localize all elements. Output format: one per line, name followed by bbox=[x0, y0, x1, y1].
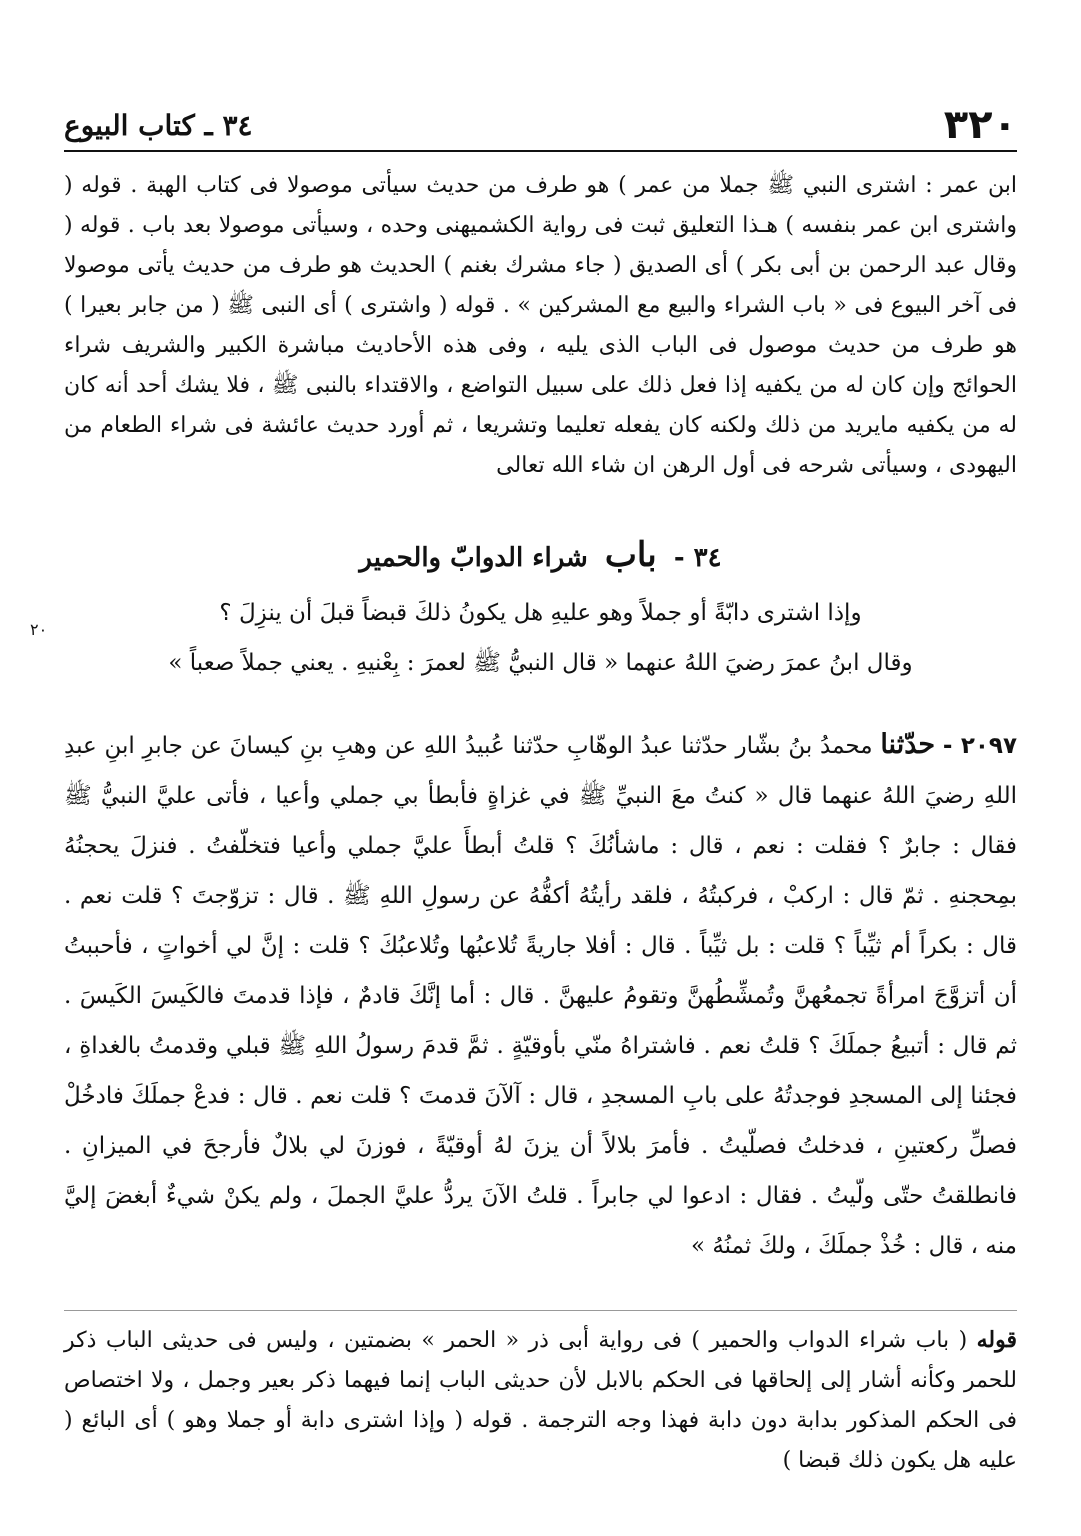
page-number: ٣٢٠ bbox=[943, 102, 1017, 148]
commentary-bottom-qawluh: قوله bbox=[976, 1327, 1018, 1353]
commentary-top-text: ابن عمر : اشترى النبي ﷺ جملا من عمر ) هو طرف من حديث سيأتى موصولا فى كتاب الهبة . قوله ( واشترى ابن عمر بنفسه ) هـذا التعليق ثبت فى رواية الكشميهنى وحده ، وسيأتى موصولا بعد باب . قوله ( وقال عبد الرحمن بن أبى بكر ) أى الصديق ( جاء مشرك بغنم ) الحديث هو طرف من حديث يأتى موصولا فى آخر البيوع فى « باب الشراء والبيع مع المشركين » . قوله ( واشترى ) أى النبى ﷺ ( من جابر بعيرا ) هو طرف من حديث موصول فى الباب الذى يليه ، وفى هذه الأحاديث مباشرة الكبير والشريف شراء الحوائج وإن كان له من يكفيه إذا فعل ذلك على سبيل التواضع ، والاقتداء بالنبى ﷺ ، فلا يشك أحد أنه كان له من يكفيه مايريد من ذلك ولكنه كان يفعله تعليما وتشريعا ، ثم أورد حديث عائشة فى شراء الطعام من اليهودى ، وسيأتى شرحه فى أول الرهن ان شاء الله تعالى bbox=[64, 173, 1017, 478]
chapter-title: شراء الدوابّ والحمير bbox=[359, 543, 588, 573]
hadith-intro-line1: وإذا اشترى دابّةً أو جملاً وهو عليهِ هل يكونُ ذلكَ قبضاً قبلَ أن ينزِلَ ؟ bbox=[219, 600, 862, 626]
hadith-haddathana: حدّثنا bbox=[880, 729, 936, 760]
hadith-text: محمدُ بنُ بشّار حدّثنا عبدُ الوهّابِ حدّثنا عُبيدُ اللهِ عن وهبِ بنِ كيسانَ عن جابرِ ابنِ عبدِ اللهِ رضيَ اللهُ عنهما قال « كنتُ معَ النبيِّ ﷺ في غزاةٍ فأبطأ بي جملي وأعيا ، فأتى عليَّ النبيُّ ﷺ فقال : جابرٌ ؟ فقلت : نعم ، قال : ماشأنُكَ ؟ قلتُ أبطأَ عليَّ جملي وأعيا فتخلّفتُ . فنزلَ يحجنُهُ بمِحجنهِ . ثمّ قال : اركبْ ، فركبتُهُ ، فلقد رأيتُهُ أكفُّهُ عن رسولِ اللهِ ﷺ . قال : تزوّجتَ ؟ قلت نعم . قال : بكراً أم ثيِّباً ؟ قلت : بل ثيِّباً . قال : أفلا جاريةً تُلاعبُها وتُلاعبُكَ ؟ قلت : إنَّ لي أخواتٍ ، فأحببتُ أن أتزوَّجَ امرأةً تجمعُهنَّ وتُمشِّطُهنَّ وتقومُ عليهنَّ . قال : أما إنَّكَ قادمٌ ، فإذا قدمتَ فالكَيسَ الكَيسَ . ثم قال : أتبيعُ جملَكَ ؟ قلتُ نعم . فاشتراهُ منّي بأوقيّةٍ . ثمَّ قدمَ رسولُ اللهِ ﷺ قبلي وقدمتُ بالغداةِ ، فجئنا إلى المسجدِ فوجدتُهُ على بابِ المسجدِ ، قال : آلآنَ قدمتَ ؟ قلت نعم . قال : فدعْ جملَكَ فادخُلْ فصلِّ ركعتينِ ، فدخلتُ فصلّيتُ . فأمرَ بلالاً أن يزنَ لهُ أوقيّةً ، فوزنَ لي بلالٌ فأرجحَ في الميزانِ . فانطلقتُ حتّى ولّيتُ . فقال : ادعوا لي جابراً . قلتُ الآنَ يردُّ عليَّ الجملَ ، ولم يكنْ شيءٌ أبغضَ إليَّ منه ، قال : خُذْ جملَكَ ، ولكَ ثمنُهُ » bbox=[64, 733, 1017, 1259]
chapter-number: ٣٤ - bbox=[673, 543, 722, 573]
chapter-heading bbox=[64, 530, 1017, 580]
section-divider bbox=[64, 1310, 1017, 1311]
commentary-bottom-text: ( باب شراء الدواب والحمير ) فى رواية أبى ذر « الحمر » بضمتين ، وليس فى حديثى الباب ذكر للحمر وكأنه أشار إلى إلحاقها فى الحكم بالابل لأن حديثى الباب إنما فيهما ذكر بعير وجمل ، ولا اختصاص فى الحكم المذكور بدابة دون دابة فهذا وجه الترجمة . قوله ( وإذا اشترى دابة أو جملا وهو ) أى البائع ( عليه هل يكون ذلك قبضا ) bbox=[64, 1328, 1017, 1473]
hadith-intro-line2: وقال ابنُ عمرَ رضيَ اللهُ عنهما « قال النبيُّ ﷺ لعمرَ : بِعْنيهِ . يعني جملاً صعباً » bbox=[168, 650, 913, 676]
page-header bbox=[64, 100, 1017, 152]
book-title: ٣٤ ـ كتاب البيوع bbox=[64, 108, 253, 142]
hadith-intro bbox=[64, 588, 1017, 688]
chapter-bab-label: باب bbox=[604, 535, 657, 575]
commentary-bottom bbox=[64, 1320, 1017, 1520]
hadith-main bbox=[64, 720, 1017, 1271]
commentary-top bbox=[64, 166, 1017, 536]
margin-note: ٢٠ bbox=[30, 620, 48, 639]
hadith-number: ٢٠٩٧ - bbox=[942, 733, 1018, 759]
